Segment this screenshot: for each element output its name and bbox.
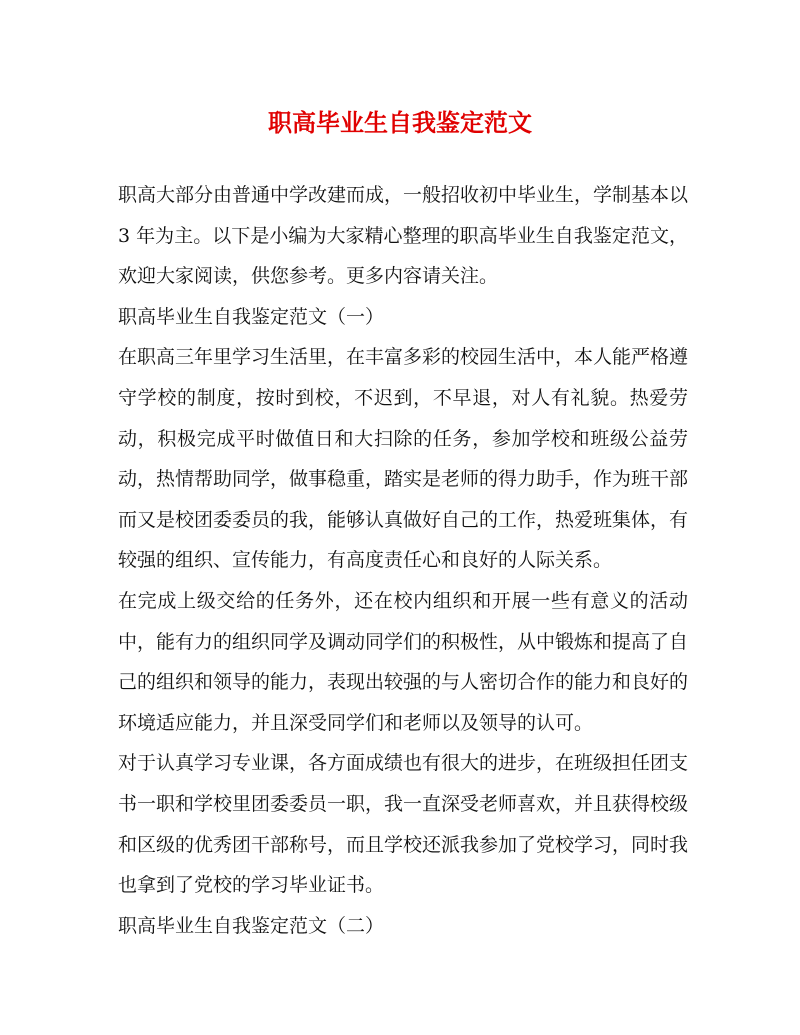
document-body — [118, 175, 688, 946]
section-heading-two: 职高毕业生自我鉴定范文（二） — [118, 914, 385, 937]
section-heading-one: 职高毕业生自我鉴定范文（一） — [118, 305, 385, 328]
body-paragraph: 在职高三年里学习生活里，在丰富多彩的校园生活中，本人能严格遵守学校的制度，按时到校，不迟到，不早退，对人有礼貌。热爱劳动，积极完成平时做值日和大扫除的任务，参加学校和班级公益劳动，热情帮助同学，做事稳重，踏实是老师的得力助手，作为班干部而又是校团委委员的我，能够认真做好自己的工作，热爱班集体，有较强的组织、宣传能力，有高度责任心和良好的人际关系。 — [118, 346, 689, 572]
body-paragraph: 在完成上级交给的任务外，还在校内组织和开展一些有意义的活动中，能有力的组织同学及调动同学们的积极性，从中锻炼和提高了自己的组织和领导的能力，表现出较强的与人密切合作的能力和良好的环境适应能力，并且深受同学们和老师以及领导的认可。 — [118, 589, 689, 734]
body-paragraph: 对于认真学习专业课，各方面成绩也有很大的进步，在班级担任团支书一职和学校里团委委员一职，我一直深受老师喜欢，并且获得校级和区级的优秀团干部称号，而且学校还派我参加了党校学习，同时我也拿到了党校的学习毕业证书。 — [118, 752, 689, 897]
intro-paragraph: 职高大部分由普通中学改建而成，一般招收初中毕业生，学制基本以 3 年为主。以下是小编为大家精心整理的职高毕业生自我鉴定范文，欢迎大家阅读，供您参考。更多内容请关注。 — [118, 184, 689, 288]
document-title: 职高毕业生自我鉴定范文 — [268, 108, 532, 137]
